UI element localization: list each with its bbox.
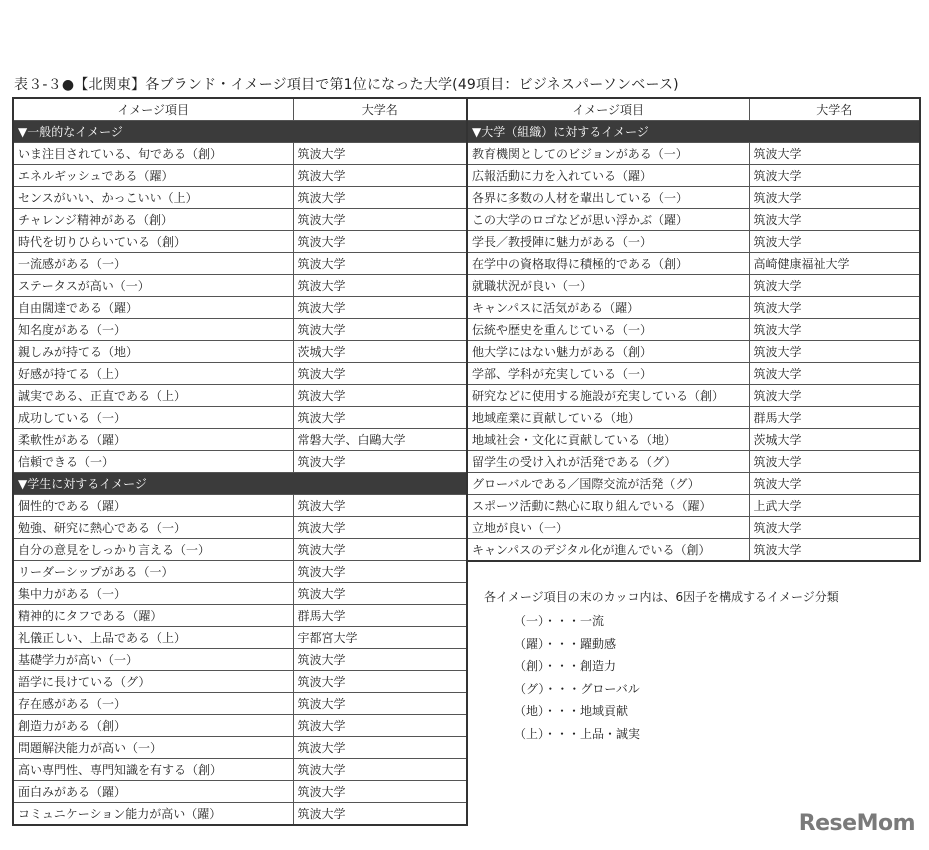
item-cell: 面白みがある（躍）: [13, 781, 293, 803]
legend-item: （地）・・・地域貢献: [514, 704, 629, 718]
header-university: 大学名: [749, 98, 920, 121]
item-cell: 一流感がある（一）: [13, 253, 293, 275]
item-cell: キャンパスに活気がある（躍）: [467, 297, 749, 319]
section-label: ▼一般的なイメージ: [13, 121, 467, 143]
university-cell: 筑波大学: [293, 165, 467, 187]
legend-item: （上）・・・上品・誠実: [514, 726, 641, 741]
item-cell: 柔軟性がある（躍）: [13, 429, 293, 451]
item-cell: グローバルである／国際交流が活発（グ）: [467, 473, 749, 495]
header-item: イメージ項目: [467, 98, 749, 121]
table-row: [467, 187, 920, 209]
table-row: [13, 165, 467, 187]
table-row: [13, 451, 467, 473]
item-cell: 自分の意見をしっかり言える（一）: [13, 539, 293, 561]
university-cell: 筑波大学: [293, 253, 467, 275]
table-row: [13, 429, 467, 451]
table-row: [467, 341, 920, 363]
header-university: 大学名: [293, 98, 467, 121]
university-cell: 筑波大学: [293, 539, 467, 561]
table-row: [13, 385, 467, 407]
item-cell: ステータスが高い（一）: [13, 275, 293, 297]
legend-heading: 各イメージ項目の末のカッコ内は、6因子を構成するイメージ分類: [484, 590, 839, 604]
university-cell: 筑波大学: [293, 737, 467, 759]
table-row: [13, 649, 467, 671]
table-row: [13, 143, 467, 165]
table-row: [467, 539, 920, 562]
item-cell: 知名度がある（一）: [13, 319, 293, 341]
university-cell: 筑波大学: [293, 363, 467, 385]
table-row: [13, 781, 467, 803]
item-cell: 基礎学力が高い（一）: [13, 649, 293, 671]
university-cell: 筑波大学: [749, 451, 920, 473]
section-header-row: [13, 121, 467, 143]
table-row: [13, 517, 467, 539]
table-row: [467, 209, 920, 231]
item-cell: 地域産業に貢献している（地）: [467, 407, 749, 429]
table-row: [467, 451, 920, 473]
table-row: [13, 715, 467, 737]
table-row: [13, 737, 467, 759]
item-cell: センスがいい、かっこいい（上）: [13, 187, 293, 209]
university-cell: 筑波大学: [749, 319, 920, 341]
header-row: [467, 98, 920, 121]
university-cell: 筑波大学: [749, 187, 920, 209]
item-cell: エネルギッシュである（躍）: [13, 165, 293, 187]
university-cell: 筑波大学: [293, 187, 467, 209]
university-cell: 筑波大学: [293, 385, 467, 407]
university-cell: 筑波大学: [293, 649, 467, 671]
item-cell: 語学に長けている（グ）: [13, 671, 293, 693]
item-cell: 広報活動に力を入れている（躍）: [467, 165, 749, 187]
item-cell: 創造力がある（創）: [13, 715, 293, 737]
university-cell: 筑波大学: [749, 209, 920, 231]
university-cell: 筑波大学: [293, 143, 467, 165]
left-table: [12, 97, 468, 826]
table-row: [13, 187, 467, 209]
university-cell: 筑波大学: [293, 759, 467, 781]
table-row: [467, 297, 920, 319]
item-cell: 高い専門性、専門知識を有する（創）: [13, 759, 293, 781]
resemom-logo: ReseMom: [798, 811, 915, 836]
item-cell: リーダーシップがある（一）: [13, 561, 293, 583]
item-cell: キャンパスのデジタル化が進んでいる（創）: [467, 539, 749, 562]
table-row: [467, 495, 920, 517]
university-cell: 筑波大学: [293, 781, 467, 803]
item-cell: 問題解決能力が高い（一）: [13, 737, 293, 759]
table-row: [13, 561, 467, 583]
item-cell: コミュニケーション能力が高い（躍）: [13, 803, 293, 826]
table-row: [13, 583, 467, 605]
item-cell: 学部、学科が充実している（一）: [467, 363, 749, 385]
item-cell: 存在感がある（一）: [13, 693, 293, 715]
table-row: [467, 407, 920, 429]
legend-item: （躍）・・・躍動感: [514, 636, 617, 651]
university-cell: 茨城大学: [749, 429, 920, 451]
item-cell: 誠実である、正直である（上）: [13, 385, 293, 407]
header-item: イメージ項目: [13, 98, 293, 121]
table-row: [13, 231, 467, 253]
item-cell: 個性的である（躍）: [13, 495, 293, 517]
table-row: [467, 165, 920, 187]
item-cell: チャレンジ精神がある（創）: [13, 209, 293, 231]
table-row: [13, 495, 467, 517]
university-cell: 筑波大学: [293, 715, 467, 737]
item-cell: 留学生の受け入れが活発である（グ）: [467, 451, 749, 473]
table-title: 表３-３●【北関東】各ブランド・イメージ項目で第1位になった大学(49項目：ビジネスパーソンベース): [14, 77, 679, 93]
university-cell: 宇都宮大学: [293, 627, 467, 649]
item-cell: 勉強、研究に熱心である（一）: [13, 517, 293, 539]
university-cell: 筑波大学: [293, 583, 467, 605]
university-cell: 群馬大学: [293, 605, 467, 627]
table-row: [13, 605, 467, 627]
university-cell: 筑波大学: [293, 671, 467, 693]
table-row: [467, 253, 920, 275]
university-cell: 高崎健康福祉大学: [749, 253, 920, 275]
table-row: [467, 275, 920, 297]
item-cell: 伝統や歴史を重んじている（一）: [467, 319, 749, 341]
university-cell: 筑波大学: [293, 275, 467, 297]
table-row: [13, 319, 467, 341]
university-cell: 上武大学: [749, 495, 920, 517]
university-cell: 筑波大学: [293, 231, 467, 253]
university-cell: 筑波大学: [749, 539, 920, 562]
table-row: [13, 627, 467, 649]
university-cell: 筑波大学: [749, 517, 920, 539]
university-cell: 群馬大学: [749, 407, 920, 429]
university-cell: 筑波大学: [749, 165, 920, 187]
university-cell: 筑波大学: [749, 275, 920, 297]
item-cell: 信頼できる（一）: [13, 451, 293, 473]
section-header-row: [13, 473, 467, 495]
legend-item: （一）・・・一流: [514, 614, 605, 628]
university-cell: 筑波大学: [293, 319, 467, 341]
table-row: [467, 363, 920, 385]
table-row: [467, 429, 920, 451]
university-cell: 筑波大学: [293, 209, 467, 231]
table-row: [13, 341, 467, 363]
item-cell: 地域社会・文化に貢献している（地）: [467, 429, 749, 451]
item-cell: 各界に多数の人材を輩出している（一）: [467, 187, 749, 209]
table-row: [13, 671, 467, 693]
university-cell: 筑波大学: [749, 341, 920, 363]
university-cell: 筑波大学: [749, 473, 920, 495]
table-row: [467, 473, 920, 495]
table-row: [13, 803, 467, 826]
university-cell: 常磐大学、白鷗大学: [293, 429, 467, 451]
university-cell: 筑波大学: [293, 407, 467, 429]
table-row: [13, 275, 467, 297]
university-cell: 筑波大学: [749, 231, 920, 253]
header-row: [13, 98, 467, 121]
university-cell: 筑波大学: [749, 363, 920, 385]
item-cell: 立地が良い（一）: [467, 517, 749, 539]
legend-item: （グ）・・・グローバル: [514, 681, 640, 696]
university-cell: 筑波大学: [293, 803, 467, 826]
university-cell: 筑波大学: [293, 561, 467, 583]
university-cell: 筑波大学: [749, 143, 920, 165]
university-cell: 茨城大学: [293, 341, 467, 363]
item-cell: 集中力がある（一）: [13, 583, 293, 605]
item-cell: 就職状況が良い（一）: [467, 275, 749, 297]
university-cell: 筑波大学: [293, 517, 467, 539]
item-cell: 時代を切りひらいている（創）: [13, 231, 293, 253]
university-cell: 筑波大学: [293, 693, 467, 715]
section-label: ▼学生に対するイメージ: [13, 473, 467, 495]
item-cell: スポーツ活動に熱心に取り組んでいる（躍）: [467, 495, 749, 517]
table-row: [13, 407, 467, 429]
section-header-row: [467, 121, 920, 143]
table-row: [467, 385, 920, 407]
table-row: [13, 297, 467, 319]
university-cell: 筑波大学: [293, 495, 467, 517]
item-cell: 他大学にはない魅力がある（創）: [467, 341, 749, 363]
table-row: [13, 363, 467, 385]
item-cell: 教育機関としてのビジョンがある（一）: [467, 143, 749, 165]
item-cell: 研究などに使用する施設が充実している（創）: [467, 385, 749, 407]
item-cell: 精神的にタフである（躍）: [13, 605, 293, 627]
table-row: [13, 759, 467, 781]
university-cell: 筑波大学: [749, 297, 920, 319]
table-row: [13, 693, 467, 715]
item-cell: 学長／教授陣に魅力がある（一）: [467, 231, 749, 253]
legend-item: （創）・・・創造力: [514, 659, 617, 673]
item-cell: 在学中の資格取得に積極的である（創）: [467, 253, 749, 275]
university-cell: 筑波大学: [293, 451, 467, 473]
item-cell: 成功している（一）: [13, 407, 293, 429]
table-row: [13, 253, 467, 275]
item-cell: 自由闊達である（躍）: [13, 297, 293, 319]
table-row: [467, 231, 920, 253]
table-row: [13, 539, 467, 561]
table-row: [467, 517, 920, 539]
table-row: [13, 209, 467, 231]
table-row: [467, 319, 920, 341]
right-table: [466, 97, 921, 562]
table-row: [467, 143, 920, 165]
item-cell: 親しみが持てる（地）: [13, 341, 293, 363]
university-cell: 筑波大学: [293, 297, 467, 319]
item-cell: いま注目されている、旬である（創）: [13, 143, 293, 165]
university-cell: 筑波大学: [749, 385, 920, 407]
section-label: ▼大学（組織）に対するイメージ: [467, 121, 920, 143]
item-cell: この大学のロゴなどが思い浮かぶ（躍）: [467, 209, 749, 231]
item-cell: 好感が持てる（上）: [13, 363, 293, 385]
item-cell: 礼儀正しい、上品である（上）: [13, 627, 293, 649]
